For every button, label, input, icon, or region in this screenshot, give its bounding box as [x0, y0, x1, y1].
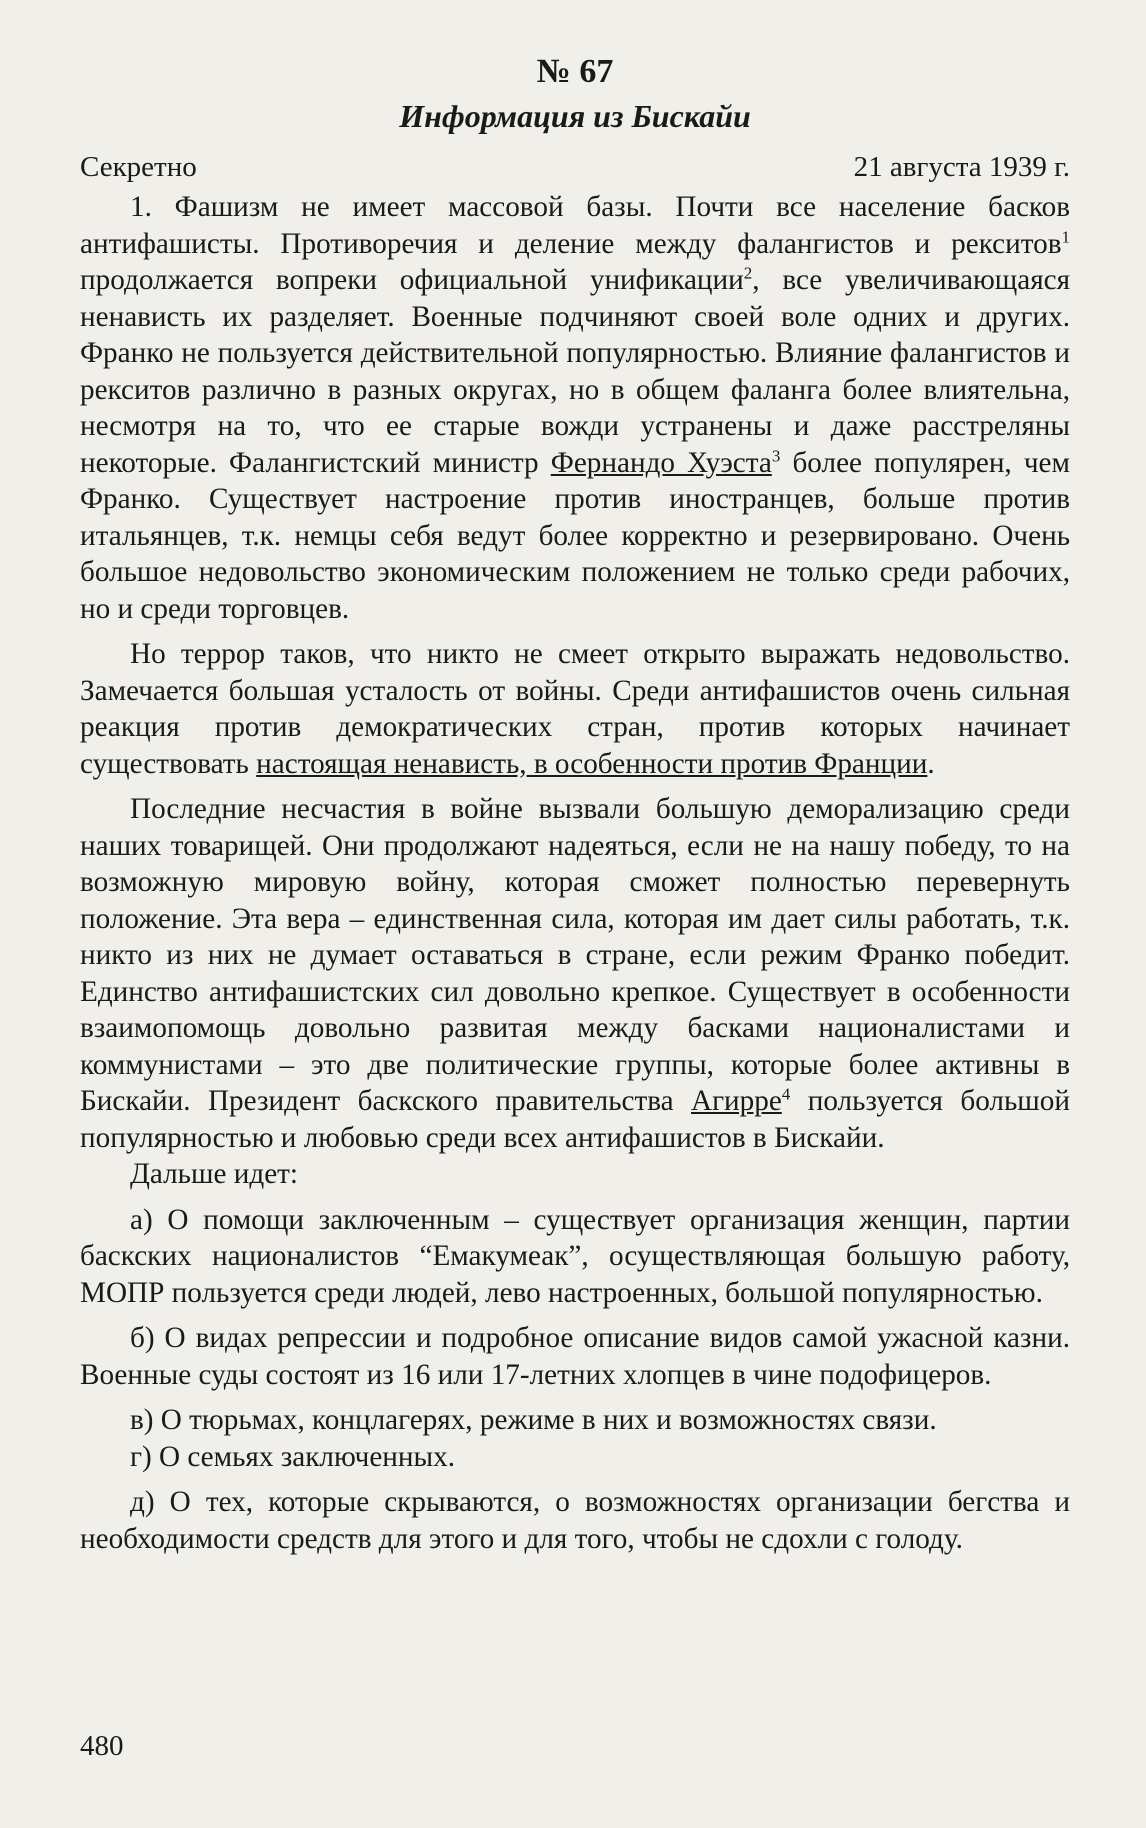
document-date: 21 августа 1939 г.: [853, 151, 1070, 184]
classification-label: Секретно: [80, 151, 197, 184]
footnote-ref-3: 3: [771, 446, 781, 466]
paragraph-1: 1. Фашизм не имеет массовой базы. Почти все население басков антифашисты. Противоречия и деление между фалангистов и рекситов$^1$ продолжается вопреки официальной унификации$^2$, все увеличивающаяся ненависть их разделяет. Военные подчиняют своей воле одних и других. Франко не пользуется действительной популярностью. Влияние фалангистов и рекситов различно в разных округах, но в общем фаланга более влиятельна, несмотря на то, что ее старые вожди устранены и даже расстреляны некоторые. Фалангистский министр Фернандо Хуэста$^3$ более популярен, чем Франко. Существует настроение против иностранцев, больше против итальянцев, т.к. немцы себя ведут более корректно и резервировано. Очень большое недовольство экономическим положением не только среди рабочих, но и среди торговцев.: [80, 191, 1070, 625]
document-body: [80, 189, 1070, 1557]
footnote-ref-1: 1: [1061, 227, 1070, 247]
underlined-name: Фернандо Хуэста: [550, 446, 772, 479]
list-item-a: а) О помощи заключенным – существует организация женщин, партии баскских националистов “Емакумеак”, осуществляющая большую работу, МОПР пользуется среди людей, лево настроенных, большой популярностью.: [80, 1203, 1070, 1309]
document-page: [80, 40, 1070, 1557]
paragraph-3: Последние несчастия в войне вызвали большую деморализацию среди наших товарищей. Они продолжают надеяться, если не на нашу победу, то на возможную мировую войну, которая сможет полностью перевернуть положение. Эта вера – единственная сила, которая им дает силы работать, т.к. никто из них не думает оставаться в стране, если режим Франко победит. Единство антифашистских сил довольно крепкое. Существует в особенности взаимопомощь довольно развитая между басками националистами и коммунистами – это две политические группы, которые более активны в Бискайи. Президент баскского правительства Агирре$^4$ пользуется большой популярностью и любовью среди всех антифашистов в Бискайи.: [80, 793, 1070, 1154]
document-title: Информация из Бискайи: [399, 97, 751, 134]
document-meta: [80, 149, 1070, 185]
document-number: № 67: [536, 53, 614, 90]
underlined-phrase: настоящая ненависть, в особенности против Франции: [256, 747, 928, 780]
list-item-v: в) О тюрьмах, концлагерях, режиме в них и возможностях связи.: [130, 1404, 937, 1437]
list-item-b: б) О видах репрессии и подробное описание видов самой ужасной казни. Военные суды состоят из 16 или 17-летних хлопцев в чине подофицеров.: [80, 1322, 1070, 1391]
list-item-d: д) О тех, которые скрываются, о возможностях организации бегства и необходимости средств для этого и для того, чтобы не сдохли с голоду.: [80, 1486, 1070, 1555]
page-number: 480: [80, 1730, 124, 1762]
footnote-ref-4: 4: [781, 1084, 791, 1104]
paragraph-4: Дальше идет:: [130, 1158, 299, 1191]
list-item-g: г) О семьях заключенных.: [130, 1440, 456, 1473]
footnote-ref-2: 2: [743, 263, 753, 283]
underlined-name: Агирре: [690, 1085, 782, 1118]
paragraph-2: Но террор таков, что никто не смеет открыто выражать недовольство. Замечается большая усталость от войны. Среди антифашистов очень сильная реакция против демократических стран, против которых начинает существовать настоящая ненависть, в особенности против Франции.: [80, 638, 1070, 780]
